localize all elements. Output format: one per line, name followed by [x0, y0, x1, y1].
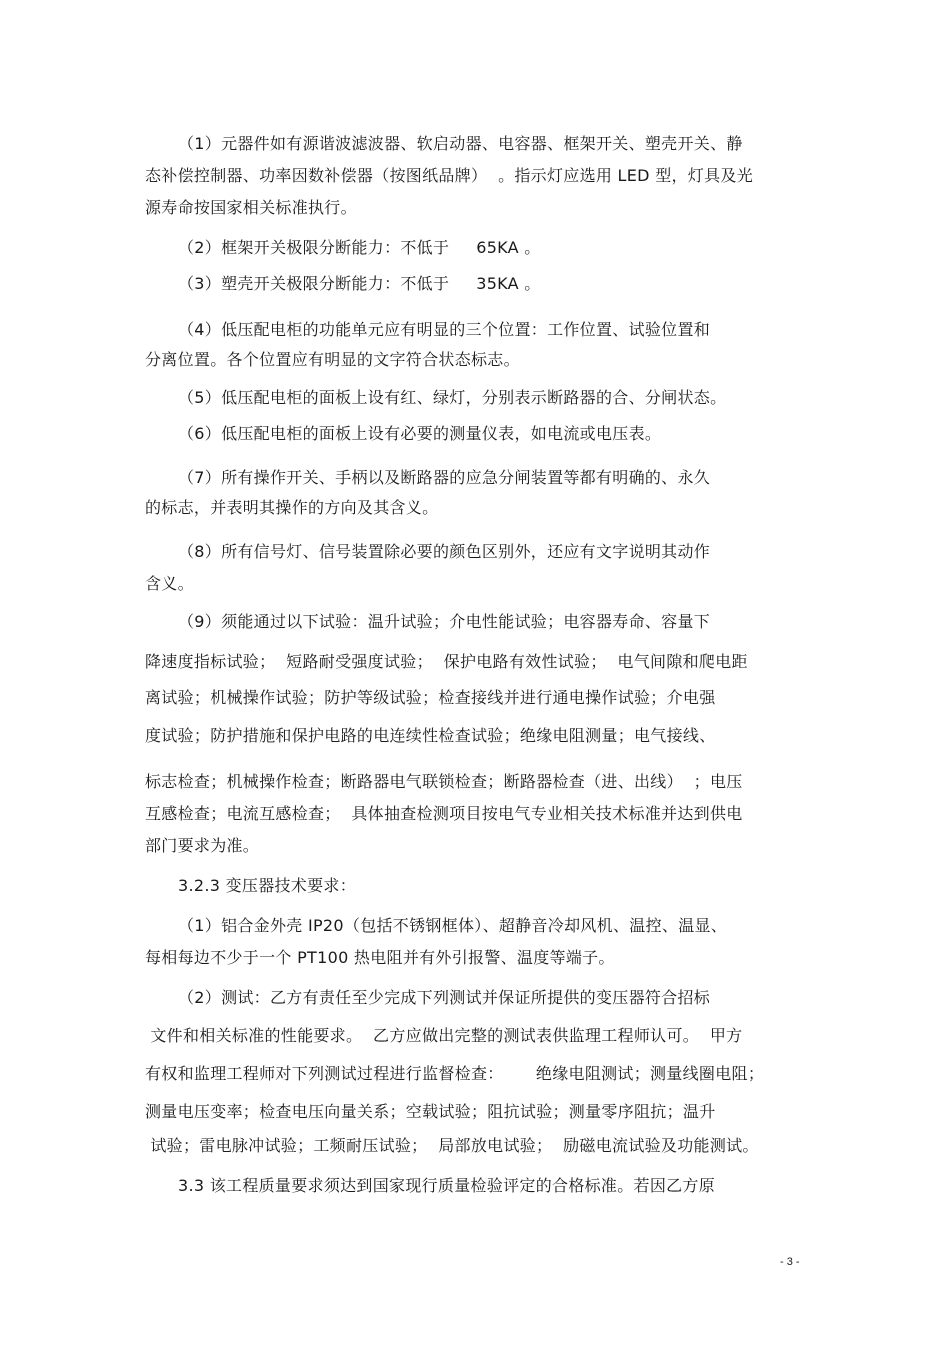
- text-line: 的标志，并表明其操作的方向及其含义。: [145, 498, 439, 517]
- text-line: 态补偿控制器、功率因数补偿器（按图纸品牌） 。指示灯应选用 LED 型，灯具及光: [145, 166, 753, 185]
- text-line: （3）塑壳开关极限分断能力：不低于 35KA 。: [178, 274, 541, 293]
- page-number: - 3 -: [780, 1256, 800, 1268]
- text-line: 试验；雷电脉冲试验；工频耐压试验； 局部放电试验； 励磁电流试验及功能测试。: [145, 1136, 759, 1155]
- text-line: 每相每边不少于一个 PT100 热电阻并有外引报警、温度等端子。: [145, 948, 615, 967]
- section-heading: 3.2.3 变压器技术要求：: [178, 876, 356, 895]
- text-line: 分离位置。各个位置应有明显的文字符合状态标志。: [145, 350, 520, 369]
- text-line: 有权和监理工程师对下列测试过程进行监督检查： 绝缘电阻测试；测量线圈电阻；: [145, 1064, 765, 1083]
- text-line: 含义。: [145, 574, 194, 593]
- text-line: （1）铝合金外壳 IP20（包括不锈钢框体）、超静音冷却风机、温控、温显、: [178, 916, 728, 935]
- text-line: （6）低压配电柜的面板上设有必要的测量仪表，如电流或电压表。: [178, 424, 662, 443]
- text-line: （5）低压配电柜的面板上设有红、绿灯，分别表示断路器的合、分闸状态。: [178, 388, 727, 407]
- text-line: （2）测试：乙方有责任至少完成下列测试并保证所提供的变压器符合招标: [178, 988, 711, 1007]
- text-line: （8）所有信号灯、信号装置除必要的颜色区别外，还应有文字说明其动作: [178, 542, 711, 561]
- text-line: （1）元器件如有源谐波滤波器、软启动器、电容器、框架开关、塑壳开关、静: [178, 134, 743, 153]
- text-line: 标志检查；机械操作检查；断路器电气联锁检查；断路器检查（进、出线） ；电压: [145, 772, 743, 791]
- text-line: 降速度指标试验； 短路耐受强度试验； 保护电路有效性试验； 电气间隙和爬电距: [145, 652, 748, 671]
- text-line: 互感检查；电流互感检查； 具体抽查检测项目按电气专业相关技术标准并达到供电: [145, 804, 743, 823]
- text-line: 文件和相关标准的性能要求。 乙方应做出完整的测试表供监理工程师认可。 甲方: [145, 1026, 743, 1045]
- text-line: 离试验；机械操作试验；防护等级试验；检查接线并进行通电操作试验；介电强: [145, 688, 716, 707]
- text-line: 3.3 该工程质量要求须达到国家现行质量检验评定的合格标准。若因乙方原: [178, 1176, 716, 1195]
- text-line: （7）所有操作开关、手柄以及断路器的应急分闸装置等都有明确的、永久: [178, 468, 711, 487]
- text-line: 部门要求为准。: [145, 836, 260, 855]
- text-line: （4）低压配电柜的功能单元应有明显的三个位置：工作位置、试验位置和: [178, 320, 711, 339]
- text-line: （9）须能通过以下试验：温升试验；介电性能试验；电容器寿命、容量下: [178, 612, 711, 631]
- text-line: 源寿命按国家相关标准执行。: [145, 198, 357, 217]
- text-line: 测量电压变率；检查电压向量关系；空载试验；阻抗试验；测量零序阻抗；温升: [145, 1102, 716, 1121]
- text-line: （2）框架开关极限分断能力：不低于 65KA 。: [178, 238, 541, 257]
- text-line: 度试验；防护措施和保护电路的电连续性检查试验；绝缘电阻测量；电气接线、: [145, 726, 716, 745]
